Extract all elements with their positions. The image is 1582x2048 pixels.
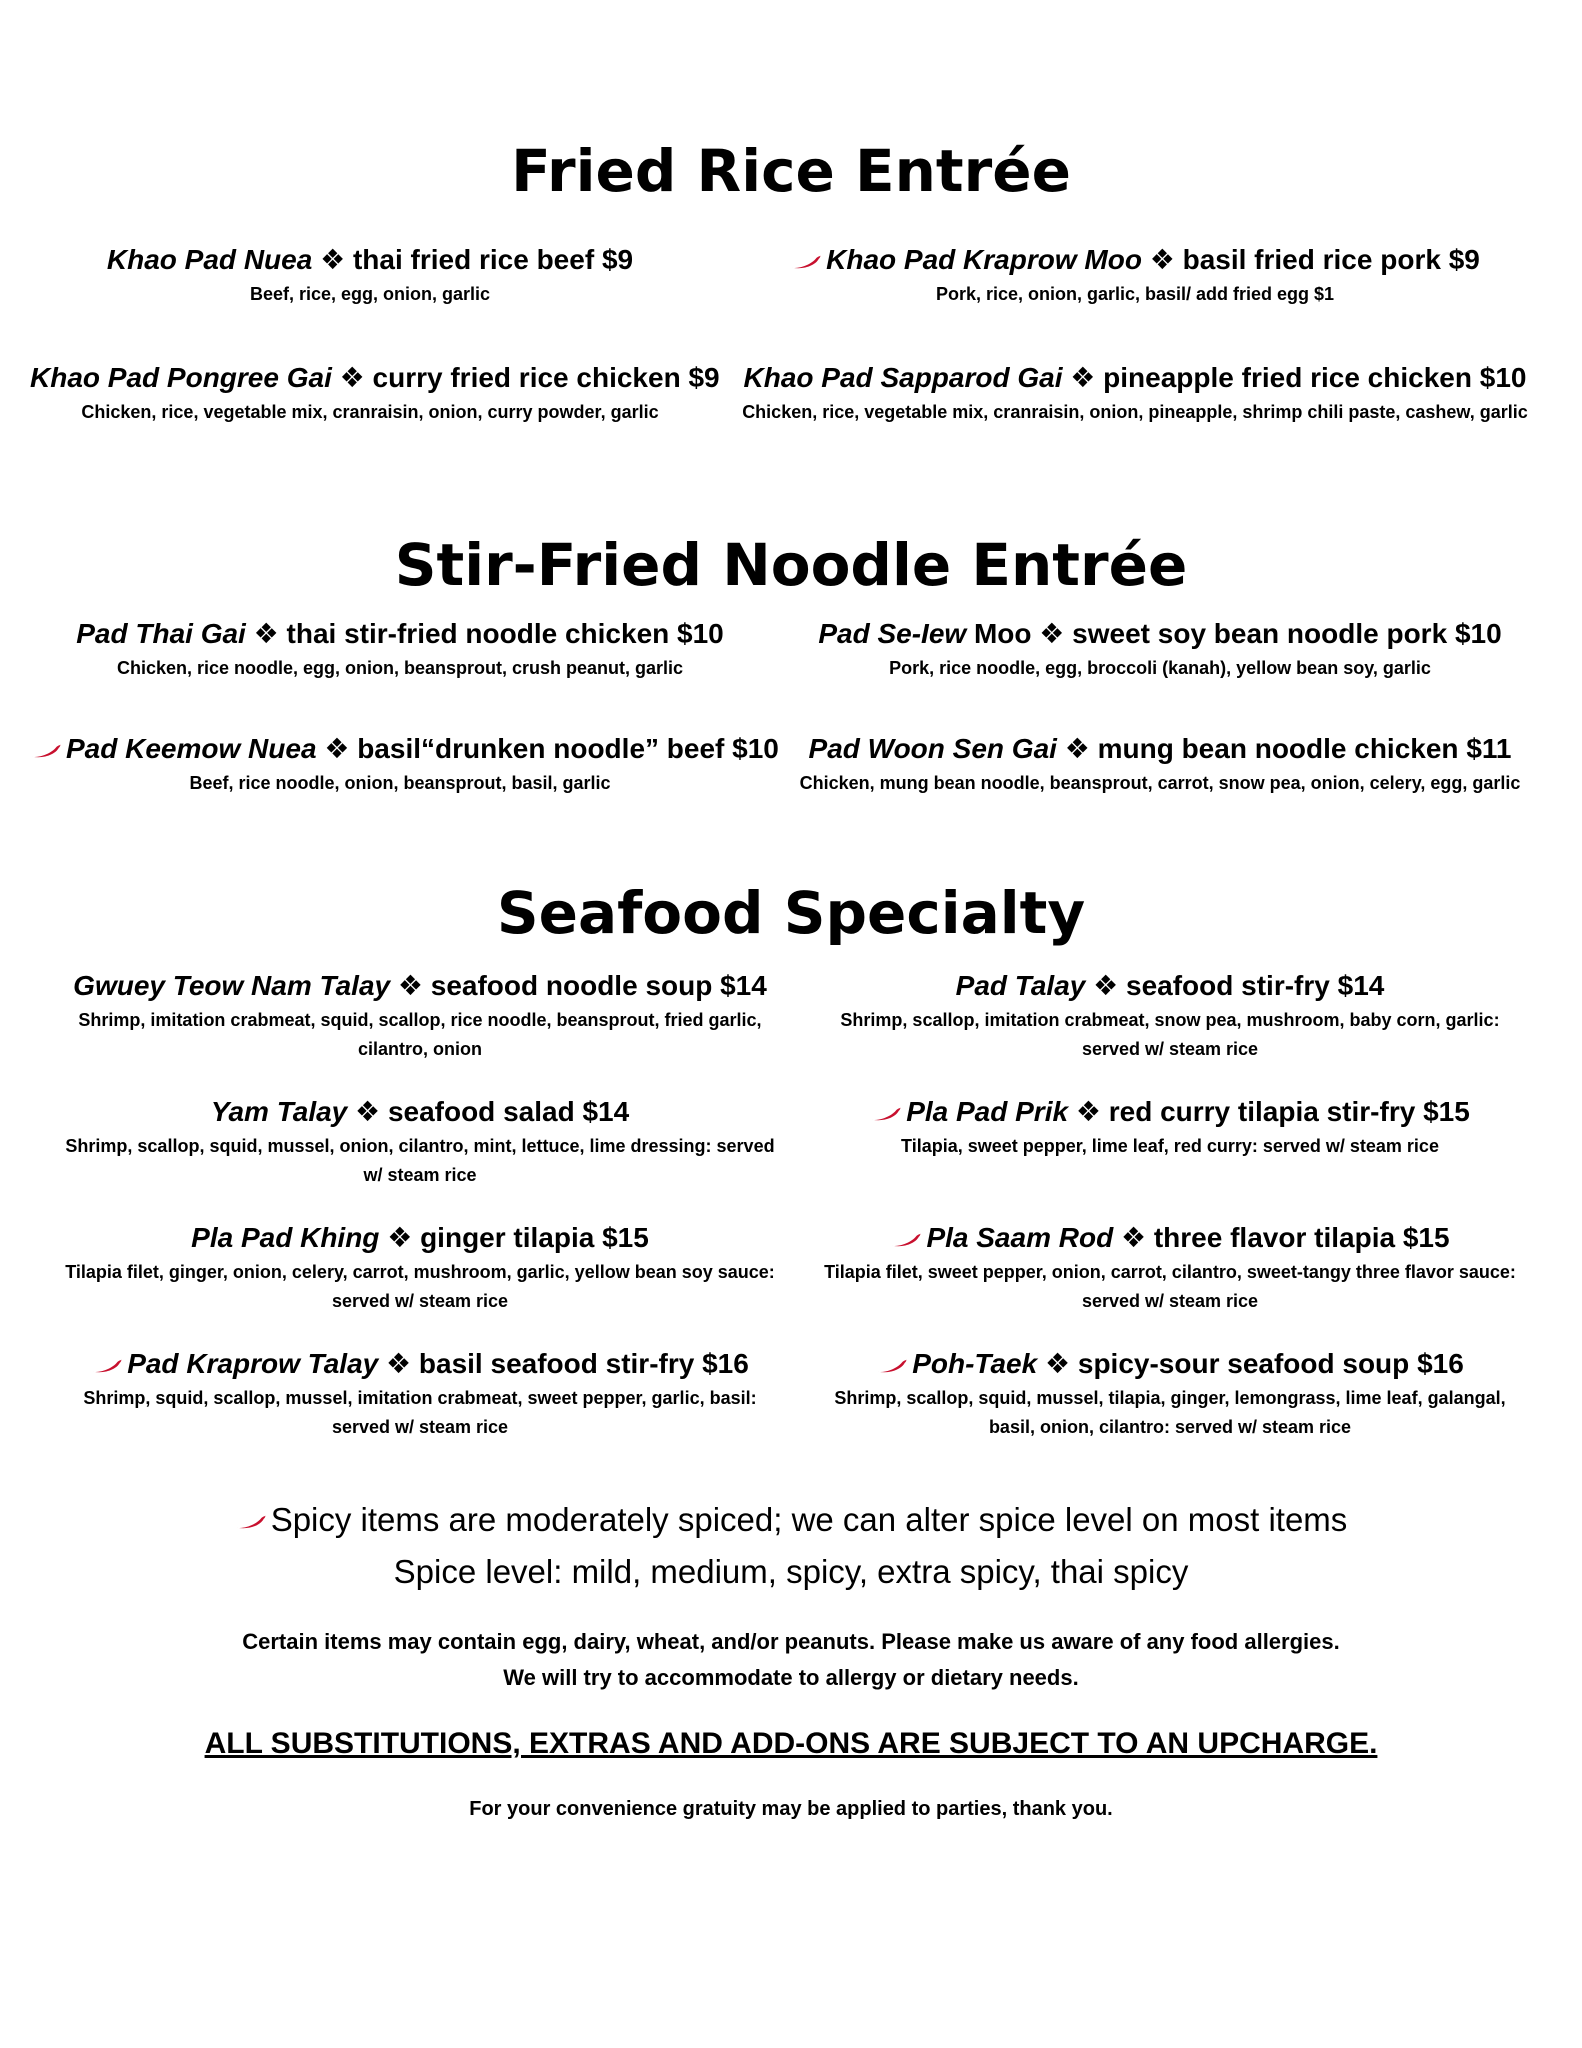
chili-pepper-icon — [876, 1358, 908, 1374]
english-name: basil seafood stir-fry — [418, 1348, 695, 1379]
menu-item-name — [60, 1346, 780, 1382]
ingredients: Shrimp, scallop, imitation crabmeat, snow pea, mushroom, baby corn, garlic: served w/ steam rice — [840, 1010, 1500, 1059]
section-title-fried-rice: Fried Rice Entrée — [511, 137, 1071, 205]
thai-name: Khao Pad Kraprow Moo — [826, 244, 1142, 275]
diamond-separator-icon: ❖ — [1044, 1348, 1071, 1379]
menu-item-name — [810, 968, 1530, 1004]
menu-item — [740, 242, 1530, 309]
diamond-separator-icon: ❖ — [355, 1096, 381, 1127]
menu-item-name — [30, 731, 779, 767]
menu-item-name — [60, 1094, 780, 1130]
menu-item-name — [810, 1346, 1530, 1382]
menu-item — [810, 968, 1530, 1064]
diamond-separator-icon: ❖ — [1075, 1096, 1101, 1127]
price: $14 — [720, 970, 767, 1001]
thai-name: Pad Se-Iew — [818, 618, 967, 649]
diamond-separator-icon: ❖ — [320, 244, 346, 275]
menu-item-name — [30, 616, 770, 652]
price: $15 — [602, 1222, 649, 1253]
price: $15 — [1423, 1096, 1470, 1127]
diamond-separator-icon: ❖ — [324, 733, 350, 764]
gratuity-note: For your convenience gratuity may be applied to parties, thank you. — [469, 1798, 1113, 1820]
ingredients: Tilapia filet, ginger, onion, celery, carrot, mushroom, garlic, yellow bean soy sauce: served w/ steam rice — [65, 1262, 775, 1311]
english-name: seafood stir-fry — [1126, 970, 1330, 1001]
menu-item — [50, 1220, 790, 1316]
menu-item — [780, 731, 1540, 798]
diamond-separator-icon: ❖ — [1120, 1222, 1147, 1253]
english-name: three flavor tilapia — [1153, 1222, 1396, 1253]
chili-pepper-icon — [890, 1232, 922, 1248]
ingredients: Beef, rice, egg, onion, garlic — [249, 284, 491, 304]
upcharge-notice: ALL SUBSTITUTIONS, EXTRAS AND ADD-ONS ARE SUBJECT TO AN UPCHARGE. — [204, 1727, 1378, 1760]
price: $11 — [1466, 733, 1512, 764]
english-name: spicy-sour seafood soup — [1077, 1348, 1410, 1379]
menu-item-name — [50, 1220, 790, 1256]
ingredients: Chicken, rice noodle, egg, onion, beansprout, crush peanut, garlic — [116, 658, 684, 678]
diamond-separator-icon: ❖ — [386, 1348, 412, 1379]
thai-name-plain: Moo — [973, 618, 1032, 649]
diamond-separator-icon: ❖ — [1070, 362, 1096, 393]
english-name: ginger tilapia — [420, 1222, 595, 1253]
chili-pepper-icon — [91, 1358, 123, 1374]
price: $10 — [1454, 618, 1502, 649]
price: $15 — [1402, 1222, 1450, 1253]
spice-levels: Spice level: mild, medium, spicy, extra spicy, thai spicy — [393, 1553, 1189, 1590]
price: $16 — [702, 1348, 749, 1379]
english-name: seafood salad — [387, 1096, 575, 1127]
thai-name: Khao Pad Sapparod Gai — [743, 362, 1063, 393]
thai-name: Poh-Taek — [912, 1348, 1038, 1379]
diamond-separator-icon: ❖ — [339, 362, 365, 393]
diamond-separator-icon: ❖ — [387, 1222, 413, 1253]
thai-name: Pad Keemow Nuea — [66, 733, 317, 764]
spicy-note — [0, 1495, 1582, 1545]
chili-pepper-icon — [870, 1106, 902, 1122]
menu-item-name — [30, 360, 720, 396]
menu-item — [730, 360, 1540, 427]
diamond-separator-icon: ❖ — [253, 618, 279, 649]
ingredients: Tilapia, sweet pepper, lime leaf, red curry: served w/ steam rice — [901, 1136, 1439, 1156]
section-title-seafood: Seafood Specialty — [496, 879, 1086, 947]
thai-name: Pad Woon Sen Gai — [808, 733, 1057, 764]
ingredients: Shrimp, scallop, squid, mussel, onion, cilantro, mint, lettuce, lime dressing: served w/ steam rice — [65, 1136, 775, 1185]
english-name: seafood noodle soup — [430, 970, 713, 1001]
diamond-separator-icon: ❖ — [1093, 970, 1119, 1001]
ingredients: Shrimp, squid, scallop, mussel, imitation crabmeat, sweet pepper, garlic, basil: served w/ steam rice — [83, 1388, 757, 1437]
thai-name: Khao Pad Nuea — [106, 244, 313, 275]
ingredients: Beef, rice noodle, onion, beansprout, basil, garlic — [189, 773, 611, 793]
diamond-separator-icon: ❖ — [397, 970, 423, 1001]
diamond-separator-icon: ❖ — [1064, 733, 1090, 764]
thai-name: Pla Pad Khing — [191, 1222, 380, 1253]
price: $10 — [732, 733, 779, 764]
english-name: sweet soy bean noodle pork — [1072, 618, 1448, 649]
spicy-note-text: Spicy items are moderately spiced; we can alter spice level on most items — [270, 1501, 1348, 1538]
allergy-note-2: We will try to accommodate to allergy or dietary needs. — [503, 1665, 1079, 1690]
menu-item — [30, 731, 779, 798]
menu-item — [30, 616, 770, 683]
thai-name: Pad Talay — [955, 970, 1086, 1001]
menu-item — [780, 616, 1540, 683]
price: $14 — [582, 1096, 630, 1127]
menu-item-name — [740, 242, 1530, 278]
menu-item-name — [800, 1220, 1540, 1256]
ingredients: Pork, rice noodle, egg, broccoli (kanah), yellow bean soy, garlic — [889, 658, 1431, 678]
english-name: curry fried rice chicken — [372, 362, 681, 393]
ingredients: Pork, rice, onion, garlic, basil/ add fried egg $1 — [935, 284, 1335, 304]
ingredients: Shrimp, imitation crabmeat, squid, scallop, rice noodle, beansprout, fried garlic, cilantro, onion — [78, 1010, 762, 1059]
menu-item — [810, 1346, 1530, 1442]
ingredients: Chicken, rice, vegetable mix, cranraisin, onion, curry powder, garlic — [81, 402, 659, 422]
english-name: pineapple fried rice chicken — [1103, 362, 1472, 393]
english-name: basil fried rice pork — [1182, 244, 1441, 275]
menu-item — [30, 242, 710, 309]
menu-item-name — [30, 242, 710, 278]
thai-name: Pla Saam Rod — [926, 1222, 1114, 1253]
ingredients: Shrimp, scallop, squid, mussel, tilapia, ginger, lemongrass, lime leaf, galangal, basil, onion, cilantro: served w/ steam rice — [834, 1388, 1506, 1437]
price: $9 — [688, 362, 720, 393]
menu-item-name — [60, 968, 780, 1004]
menu-item-name — [780, 616, 1540, 652]
thai-name: Pad Kraprow Talay — [127, 1348, 379, 1379]
price: $10 — [1479, 362, 1527, 393]
price: $9 — [1448, 244, 1480, 275]
diamond-separator-icon: ❖ — [1149, 244, 1175, 275]
diamond-separator-icon: ❖ — [1039, 618, 1065, 649]
menu-item — [30, 360, 720, 427]
thai-name: Pla Pad Prik — [906, 1096, 1069, 1127]
menu-item-name — [730, 360, 1540, 396]
thai-name: Pad Thai Gai — [76, 618, 246, 649]
chili-pepper-icon — [235, 1514, 267, 1530]
allergy-note-1: Certain items may contain egg, dairy, wheat, and/or peanuts. Please make us aware of any food allergies. — [242, 1629, 1340, 1654]
menu-item — [810, 1094, 1530, 1161]
menu-item — [60, 1094, 780, 1190]
menu-item-name — [780, 731, 1540, 767]
ingredients: Chicken, rice, vegetable mix, cranraisin, onion, pineapple, shrimp chili paste, cashew, garlic — [742, 402, 1528, 422]
menu-item — [60, 1346, 780, 1442]
menu-item — [800, 1220, 1540, 1316]
english-name: thai fried rice beef — [352, 244, 595, 275]
english-name: mung bean noodle chicken — [1097, 733, 1459, 764]
english-name: thai stir-fried noodle chicken — [286, 618, 670, 649]
menu-item-name — [810, 1094, 1530, 1130]
thai-name: Yam Talay — [210, 1096, 348, 1127]
english-name: basil“drunken noodle” beef — [357, 733, 725, 764]
price: $9 — [601, 244, 634, 275]
thai-name: Khao Pad Pongree Gai — [30, 362, 332, 393]
price: $10 — [677, 618, 724, 649]
ingredients: Tilapia filet, sweet pepper, onion, carrot, cilantro, sweet-tangy three flavor sauce: served w/ steam rice — [824, 1262, 1516, 1311]
price: $16 — [1417, 1348, 1464, 1379]
english-name: red curry tilapia stir-fry — [1108, 1096, 1416, 1127]
chili-pepper-icon — [790, 254, 822, 270]
price: $14 — [1337, 970, 1385, 1001]
chili-pepper-icon — [30, 743, 62, 759]
section-title-noodle: Stir-Fried Noodle Entrée — [394, 531, 1188, 599]
thai-name: Gwuey Teow Nam Talay — [73, 970, 391, 1001]
menu-item — [60, 968, 780, 1064]
ingredients: Chicken, mung bean noodle, beansprout, carrot, snow pea, onion, celery, egg, garlic — [799, 773, 1521, 793]
